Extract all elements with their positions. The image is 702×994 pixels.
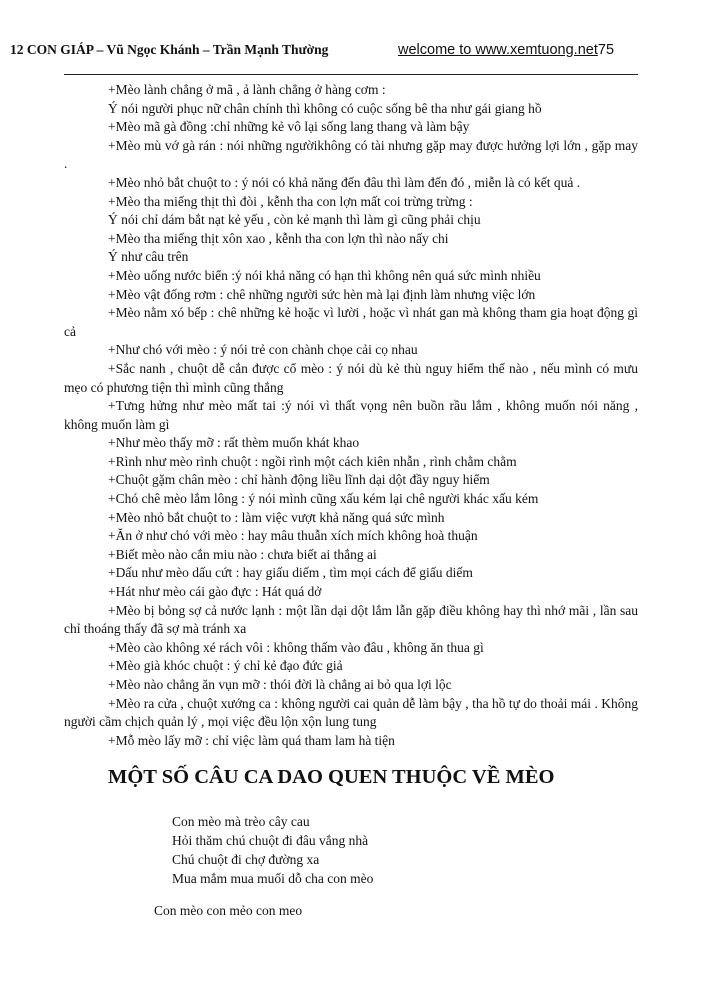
proverb-paragraph: +Mèo già khóc chuột : ý chỉ kẻ đạo đức giả <box>108 658 343 674</box>
proverb-paragraph: +Sắc nanh , chuột dễ cắn được cổ mèo : ý nói dù kẻ thù nguy hiểm thế nào , nếu mình có mưu mẹo có phương tiện thì mình cũng thắng <box>64 360 638 395</box>
section-title: MỘT SỐ CÂU CA DAO QUEN THUỘC VỀ MÈO <box>108 766 555 788</box>
poem-line: Hỏi thăm chú chuột đi đâu vắng nhà <box>172 833 369 848</box>
poem-line: Chú chuột đi chợ đường xa <box>172 852 320 867</box>
proverb-paragraph: +Mèo nhỏ bắt chuột to : ý nói có khả năng đến đâu thì làm đến đó , miễn là có kết quả . <box>108 174 581 190</box>
proverb-paragraph: +Mèo ra cửa , chuột xướng ca : không người cai quản dễ làm bậy , tha hồ tự do thoải mái . Không người cầm chịch quản lý , mọi việc đều lộn xộn lung tung <box>64 695 638 730</box>
page-number: 75 <box>597 42 615 58</box>
header-rule <box>64 74 638 75</box>
poem-stanza <box>172 812 373 888</box>
header-right <box>398 42 614 58</box>
proverb-paragraph: Ý như câu trên <box>108 249 189 265</box>
poem-line: Mua mắm mua muối dỗ cha con mèo <box>172 871 374 886</box>
proverb-paragraph: +Dấu như mèo dấu cứt : hay giấu diếm , tìm mọi cách để giấu diếm <box>108 565 473 581</box>
poem-line: Con mèo mà trèo cây cau <box>172 814 310 829</box>
proverb-paragraph: +Ăn ở như chó với mèo : hay mâu thuẫn xích mích không hoà thuận <box>108 528 478 544</box>
proverb-paragraph: +Tưng hửng như mèo mất tai :ý nói vì thất vọng nên buồn rầu lắm , không muốn nói năng , không muốn làm gì <box>64 398 638 432</box>
header-website-link[interactable]: welcome to www.xemtuong.net <box>398 42 598 58</box>
proverb-list <box>64 81 638 750</box>
proverb-paragraph: +Như chó với mèo : ý nói trẻ con chành chọe cải cọ nhau <box>108 342 418 358</box>
proverb-paragraph: +Biết mèo nào cắn miu nào : chưa biết ai thắng ai <box>108 546 377 562</box>
proverb-paragraph: +Chuột gặm chân mèo : chỉ hành động liều lĩnh dại dột đầy nguy hiểm <box>108 472 490 488</box>
proverb-paragraph: +Mèo tha miếng thịt thì đòi , kễnh tha con lợn mất coi trừng trừng : <box>108 193 473 209</box>
proverb-paragraph: +Hát như mèo cái gào đực : Hát quá dở <box>108 584 322 600</box>
proverb-paragraph: +Mỗ mèo lấy mỡ : chỉ việc làm quá tham lam hà tiện <box>108 732 395 748</box>
proverb-paragraph: +Như mèo thấy mỡ : rất thèm muốn khát khao <box>108 435 360 451</box>
proverb-paragraph: +Mèo lành chẳng ở mã , ả lành chẳng ở hàng cơm : <box>108 82 386 97</box>
proverb-paragraph: Ý nói chỉ dám bắt nạt kẻ yếu , còn kẻ mạnh thì làm gì cũng phải chịu <box>108 212 481 228</box>
proverb-paragraph: Ý nói người phục nữ chân chính thì không có cuộc sống bê tha như gái giang hồ <box>108 100 542 116</box>
proverb-paragraph: +Chó chê mèo lắm lông : ý nói mình cũng xấu kém lại chê người khác xấu kém <box>108 491 539 507</box>
proverb-paragraph: +Mèo vật đống rơm : chê những người sức hèn mà lại định làm nhưng việc lớn <box>108 286 536 302</box>
proverb-paragraph: +Rình như mèo rình chuột : ngồi rình một cách kiên nhẫn , rình chằm chằm <box>108 453 517 469</box>
proverb-paragraph: +Mèo mã gà đồng :chỉ những kẻ vô lại sống lang thang và làm bậy <box>108 119 470 135</box>
proverb-paragraph: +Mèo nhỏ bắt chuột to : làm việc vượt khả năng quá sức mình <box>108 509 445 525</box>
poem-line-second: Con mèo con mẻo con meo <box>154 903 303 918</box>
proverb-paragraph: +Mèo mù vớ gà rán : nói những ngườikhông có tài nhưng gặp may được hưởng lợi lớn , gặp may . <box>64 137 638 172</box>
proverb-paragraph: +Mèo cào không xé rách vôi : không thấm vào đâu , không ăn thua gì <box>108 639 484 655</box>
proverb-paragraph: +Mèo nằm xó bếp : chê những kẻ hoặc vì lười , hoặc vì nhát gan mà không tham gia hoạt động gì cả <box>64 305 638 339</box>
proverb-paragraph: +Mèo uống nước biển :ý nói khả năng có hạn thì không nên quá sức mình nhiều <box>108 267 541 283</box>
page-header <box>0 42 702 62</box>
header-book-title: 12 CON GIÁP – Vũ Ngọc Khánh – Trần Mạnh Thường <box>10 42 329 57</box>
proverb-paragraph: +Mèo nào chẳng ăn vụn mỡ : thói đời là chẳng ai bỏ qua lợi lộc <box>108 677 452 692</box>
proverb-paragraph: +Mèo tha miếng thịt xôn xao , kễnh tha con lợn thì nào nấy chi <box>108 230 449 246</box>
proverb-paragraph: +Mèo bị bỏng sợ cả nước lạnh : một lần dại dột lắm lẫn gặp điều không hay thì nhớ mãi , lần sau chỉ thoáng thấy đã sợ mà tránh xa <box>64 602 638 637</box>
